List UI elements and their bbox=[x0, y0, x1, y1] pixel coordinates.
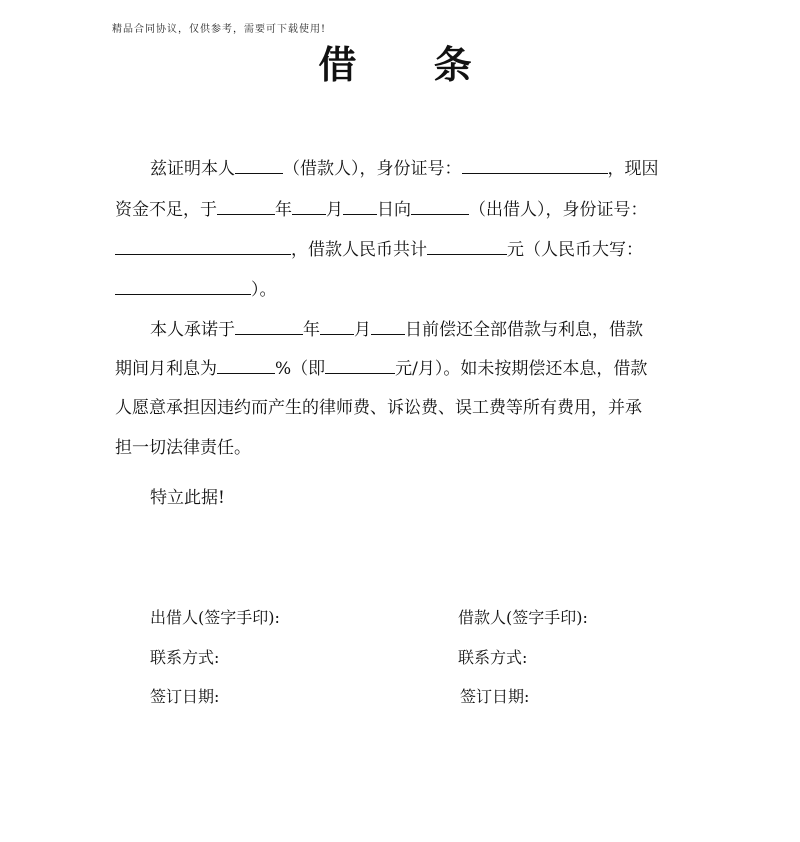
amount-uppercase-blank[interactable] bbox=[115, 277, 251, 295]
para2-text: 期间月利息为 bbox=[115, 359, 217, 379]
para2-text: 年 bbox=[303, 320, 320, 340]
repay-month-blank[interactable] bbox=[320, 317, 354, 335]
para1-text: 年 bbox=[275, 200, 292, 220]
borrower-id-blank[interactable] bbox=[462, 156, 608, 174]
para2-text: %（即 bbox=[275, 359, 326, 379]
para2-line1 bbox=[150, 317, 643, 341]
para2-text: 月 bbox=[354, 320, 371, 340]
para2-text: 日前偿还全部借款与利息，借款 bbox=[405, 320, 643, 340]
para1-text: 月 bbox=[326, 200, 343, 220]
para1-text: ，现因 bbox=[607, 159, 659, 179]
interest-amount-blank[interactable] bbox=[325, 356, 395, 374]
loan-amount-blank[interactable] bbox=[427, 237, 507, 255]
para2-line2 bbox=[115, 356, 647, 380]
para2-line4: 担一切法律责任。 bbox=[115, 438, 251, 458]
para1-text: （出借人），身份证号： bbox=[469, 200, 648, 220]
para1-text: 资金不足，于 bbox=[115, 200, 217, 220]
para1-text: ）。 bbox=[251, 280, 277, 300]
borrower-contact-field[interactable]: 联系方式: bbox=[458, 648, 528, 667]
loan-year-blank[interactable] bbox=[217, 197, 275, 215]
header-note: 精品合同协议，仅供参考，需要可下载使用! bbox=[112, 24, 327, 35]
borrower-name-blank[interactable] bbox=[235, 156, 283, 174]
closing-statement: 特立此据! bbox=[150, 488, 225, 508]
repay-day-blank[interactable] bbox=[371, 317, 405, 335]
borrower-date-field[interactable]: 签订日期: bbox=[460, 687, 530, 706]
para1-text: 元（人民币大写： bbox=[507, 240, 643, 260]
lender-name-blank[interactable] bbox=[411, 197, 469, 215]
para1-text: （借款人），身份证号： bbox=[283, 159, 462, 179]
lender-sign-field[interactable]: 出借人(签字手印): bbox=[150, 608, 280, 627]
para1-line1 bbox=[150, 156, 659, 180]
interest-rate-blank[interactable] bbox=[217, 356, 275, 374]
lender-date-field[interactable]: 签订日期: bbox=[150, 687, 220, 706]
para1-line3 bbox=[115, 237, 643, 261]
repay-year-blank[interactable] bbox=[235, 317, 303, 335]
para1-line4 bbox=[115, 277, 277, 301]
lender-id-blank[interactable] bbox=[115, 237, 291, 255]
lender-contact-field[interactable]: 联系方式: bbox=[150, 648, 220, 667]
loan-day-blank[interactable] bbox=[343, 197, 377, 215]
para2-text: 本人承诺于 bbox=[150, 320, 235, 340]
para1-text: 日向 bbox=[377, 200, 411, 220]
para2-text: 元/月）。如未按期偿还本息，借款 bbox=[395, 359, 648, 379]
para1-line2 bbox=[115, 197, 648, 221]
loan-month-blank[interactable] bbox=[292, 197, 326, 215]
document-title: 借 条 bbox=[318, 42, 504, 87]
para1-text: 兹证明本人 bbox=[150, 159, 235, 179]
para1-text: ，借款人民币共计 bbox=[291, 240, 427, 260]
para2-line3: 人愿意承担因违约而产生的律师费、诉讼费、误工费等所有费用，并承 bbox=[115, 398, 642, 418]
borrower-sign-field[interactable]: 借款人(签字手印): bbox=[458, 608, 588, 627]
